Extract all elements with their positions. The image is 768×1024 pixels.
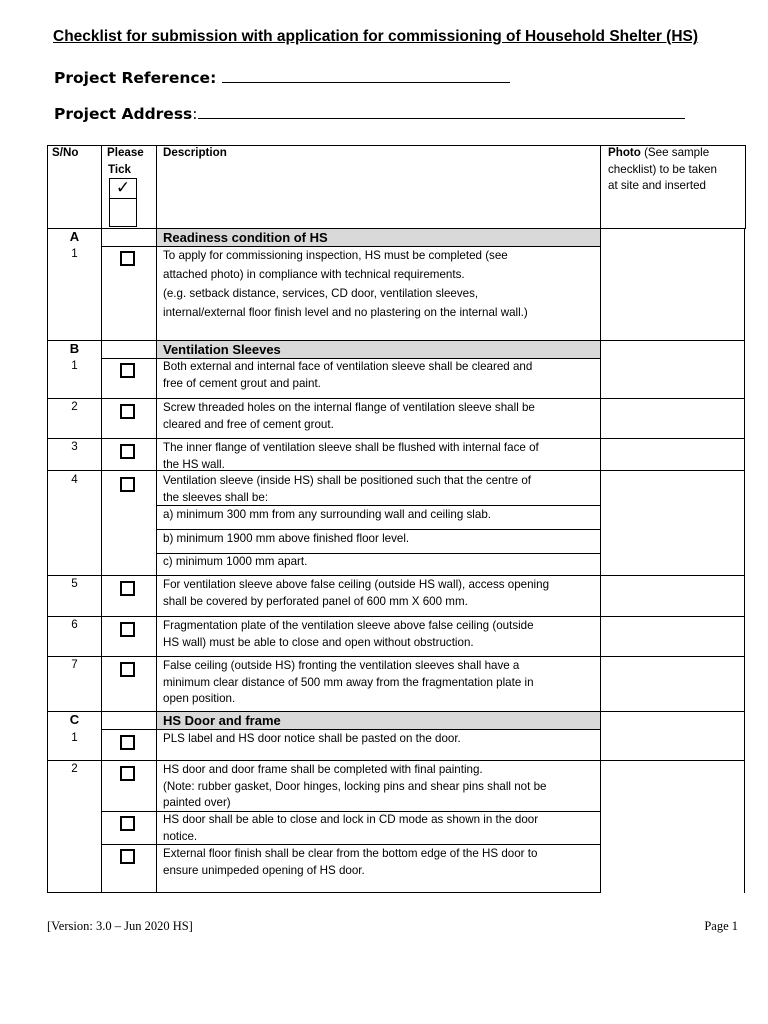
text-line: open position.	[163, 692, 236, 705]
item-b2-number: 2	[71, 400, 78, 413]
row-divider	[47, 656, 745, 657]
project-address-line[interactable]	[198, 104, 685, 119]
table-divider-desc	[600, 145, 601, 893]
text-line: The inner flange of ventilation sleeve shall be flushed with internal face of	[163, 441, 539, 454]
project-reference-line[interactable]	[222, 68, 510, 83]
table-border-left	[47, 145, 48, 893]
sub-divider	[101, 844, 601, 845]
document-title: Checklist for submission with application for commissioning of Household Shelter (HS)	[53, 28, 699, 45]
text-line: For ventilation sleeve above false ceiling (outside HS wall), access opening	[163, 578, 550, 591]
text-line: notice.	[163, 829, 198, 843]
item-b4-checkbox[interactable]	[120, 477, 135, 492]
table-border-right-header	[745, 145, 746, 229]
text-line: the HS wall.	[163, 457, 225, 471]
item-b4-sub-c: c) minimum 1000 mm apart.	[163, 555, 308, 568]
section-c-divider	[101, 729, 601, 730]
text-line: HS wall) must be able to close and open without obstruction.	[163, 635, 474, 649]
item-b4-number: 4	[71, 473, 78, 486]
item-b4-sub-a: a) minimum 300 mm from any surrounding wall and ceiling slab.	[163, 508, 491, 521]
row-divider	[47, 760, 745, 761]
project-address-colon: :	[192, 105, 198, 123]
text-line: HS door and door frame shall be completed with final painting.	[163, 763, 483, 776]
item-c2-number: 2	[71, 762, 78, 775]
row-divider	[47, 398, 745, 399]
table-divider-sno	[101, 145, 102, 893]
item-b7-checkbox[interactable]	[120, 662, 135, 677]
item-a1-description	[163, 246, 528, 322]
item-c2-checkbox[interactable]	[120, 766, 135, 781]
section-a-divider	[101, 246, 601, 247]
table-header-bottom	[47, 228, 746, 229]
item-a1-checkbox[interactable]	[120, 251, 135, 266]
header-photo-line2: checklist) to be taken	[608, 162, 717, 176]
project-address-field	[54, 104, 685, 123]
section-c-title: HS Door and frame	[157, 712, 600, 729]
text-line: HS door shall be able to close and lock in CD mode as shown in the door	[163, 813, 539, 826]
section-a-letter: A	[69, 229, 80, 244]
text-line: shall be covered by perforated panel of 600 mm X 600 mm.	[163, 594, 468, 608]
section-c-letter: C	[69, 712, 80, 727]
text-line: Screw threaded holes on the internal flange of ventilation sleeve shall be	[163, 401, 535, 414]
project-reference-field	[54, 68, 510, 87]
item-b1-description	[163, 359, 532, 392]
header-tick-line2: Tick	[108, 163, 131, 176]
text-line: Both external and internal face of ventilation sleeve shall be cleared and	[163, 360, 533, 373]
text-line: cleared and free of cement grout.	[163, 417, 334, 431]
table-border-bottom	[47, 892, 601, 893]
item-b1-number: 1	[71, 359, 78, 372]
text-line: (Note: rubber gasket, Door hinges, locking pins and shear pins shall not be	[163, 779, 547, 793]
item-a1-number: 1	[71, 247, 78, 260]
sub-divider	[101, 811, 601, 812]
item-b4-sub-b: b) minimum 1900 mm above finished floor level.	[163, 532, 410, 545]
item-c1-checkbox[interactable]	[120, 735, 135, 750]
item-b6-checkbox[interactable]	[120, 622, 135, 637]
project-reference-label: Project Reference:	[54, 69, 222, 87]
header-sno: S/No	[52, 146, 79, 159]
item-c2b-description	[163, 812, 538, 845]
row-divider	[47, 438, 745, 439]
item-b7-description	[163, 658, 534, 708]
text-line: False ceiling (outside HS) fronting the ventilation sleeves shall have a	[163, 659, 520, 672]
sub-divider	[156, 529, 601, 530]
item-b3-description	[163, 440, 539, 473]
item-b7-number: 7	[71, 658, 78, 671]
item-c2-description	[163, 762, 546, 812]
text-line: minimum clear distance of 500 mm away from the fragmentation plate in	[163, 675, 534, 689]
section-b-letter: B	[69, 341, 80, 356]
section-a-title: Readiness condition of HS	[157, 229, 600, 246]
text-line: External floor finish shall be clear from the bottom edge of the HS door to	[163, 847, 538, 860]
footer-page-number: Page 1	[704, 919, 738, 933]
header-photo-line1: (See sample	[640, 146, 710, 159]
item-b5-checkbox[interactable]	[120, 581, 135, 596]
header-description: Description	[163, 146, 227, 159]
item-c2c-checkbox[interactable]	[120, 849, 135, 864]
header-photo	[608, 145, 717, 195]
sub-divider	[156, 553, 601, 554]
text-line: free of cement grout and paint.	[163, 376, 321, 390]
item-b2-checkbox[interactable]	[120, 404, 135, 419]
text-line: Ventilation sleeve (inside HS) shall be positioned such that the centre of	[163, 474, 531, 487]
text-line: (e.g. setback distance, services, CD door, ventilation sleeves,	[163, 287, 479, 300]
header-photo-bold: Photo	[608, 146, 641, 159]
item-c2b-checkbox[interactable]	[120, 816, 135, 831]
table-divider-tick	[156, 145, 157, 893]
item-c2c-description	[163, 846, 537, 879]
row-divider	[47, 575, 745, 576]
project-address-label: Project Address	[54, 105, 193, 123]
item-b6-description	[163, 618, 534, 651]
text-line: the sleeves shall be:	[163, 490, 269, 504]
row-divider	[47, 340, 745, 341]
row-divider	[47, 470, 745, 471]
text-line: Fragmentation plate of the ventilation sleeve above false ceiling (outside	[163, 619, 534, 632]
table-border-right	[744, 229, 745, 893]
sub-divider	[156, 505, 601, 506]
item-b3-checkbox[interactable]	[120, 444, 135, 459]
item-b5-number: 5	[71, 577, 78, 590]
row-divider	[47, 616, 745, 617]
item-b5-description	[163, 577, 549, 610]
item-c1-number: 1	[71, 731, 78, 744]
item-c1-description	[163, 731, 461, 748]
footer-version: [Version: 3.0 – Jun 2020 HS]	[47, 919, 193, 933]
section-b-title: Ventilation Sleeves	[157, 341, 600, 358]
text-line: PLS label and HS door notice shall be pasted on the door.	[163, 732, 461, 745]
header-tick-line1: Please	[107, 146, 144, 159]
text-line: attached photo) in compliance with technical requirements.	[163, 268, 465, 281]
text-line: ensure unimpeded opening of HS door.	[163, 863, 365, 877]
item-b3-number: 3	[71, 440, 78, 453]
item-b4-description	[163, 473, 531, 506]
item-b6-number: 6	[71, 618, 78, 631]
table-border-top	[47, 145, 746, 146]
text-line: To apply for commissioning inspection, HS must be completed (see	[163, 249, 508, 262]
header-tick-mark: ✓	[109, 178, 137, 199]
section-b-divider	[101, 358, 601, 359]
header-photo-line3: at site and inserted	[608, 179, 706, 192]
item-b2-description	[163, 400, 535, 433]
item-b1-checkbox[interactable]	[120, 363, 135, 378]
text-line: internal/external floor finish level and no plastering on the internal wall.)	[163, 306, 528, 319]
row-divider	[47, 711, 745, 712]
text-line: painted over)	[163, 796, 231, 809]
